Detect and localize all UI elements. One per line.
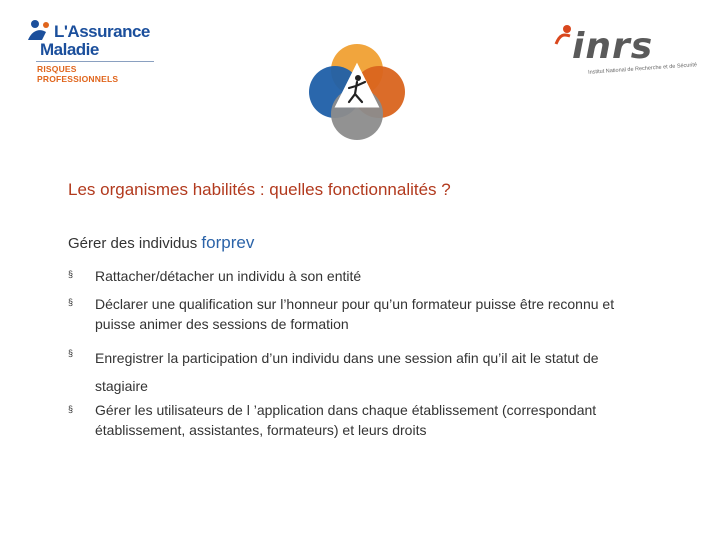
bullet-marker: § xyxy=(68,348,74,358)
assurance-maladie-divider xyxy=(36,61,154,62)
assurance-maladie-name-line2: Maladie xyxy=(40,40,99,59)
assurance-maladie-logo xyxy=(26,18,154,84)
assurance-maladie-mark-icon xyxy=(26,18,54,42)
bullet-item: Déclarer une qualification sur l’honneur pour qu’un formateur puisse être reconnu et puisse animer des sessions de formation xyxy=(95,296,615,332)
bullet-marker: § xyxy=(68,297,74,307)
inrs-wordmark: inrs xyxy=(572,26,654,67)
slide-subheading xyxy=(68,233,254,253)
inrs-mark-icon xyxy=(554,24,574,46)
bullet-marker: § xyxy=(68,269,74,279)
subheading-prefix: Gérer des individus xyxy=(68,235,202,252)
inrs-tagline: Institut National de Recherche et de Sécurité xyxy=(587,62,698,76)
assurance-maladie-name-line1: L'Assurance xyxy=(54,22,150,41)
bullet-item: Gérer les utilisateurs de l ’application dans chaque établissement (correspondant établissement, assistantes, formateurs) et leurs droits xyxy=(95,402,597,438)
slide-title: Les organismes habilités : quelles fonctionnalités ? xyxy=(68,180,451,199)
inrs-logo xyxy=(550,20,698,80)
forprev-emblem-icon xyxy=(305,42,410,142)
bullet-item: Enregistrer la participation d’un individu dans une session afin qu’il ait le statut de stagiaire xyxy=(95,350,599,394)
bullet-item: Rattacher/détacher un individu à son entité xyxy=(95,268,362,284)
assurance-maladie-subtitle: RISQUES PROFESSIONNELS xyxy=(37,64,119,84)
subheading-accent: forprev xyxy=(201,233,255,252)
bullet-marker: § xyxy=(68,404,74,414)
